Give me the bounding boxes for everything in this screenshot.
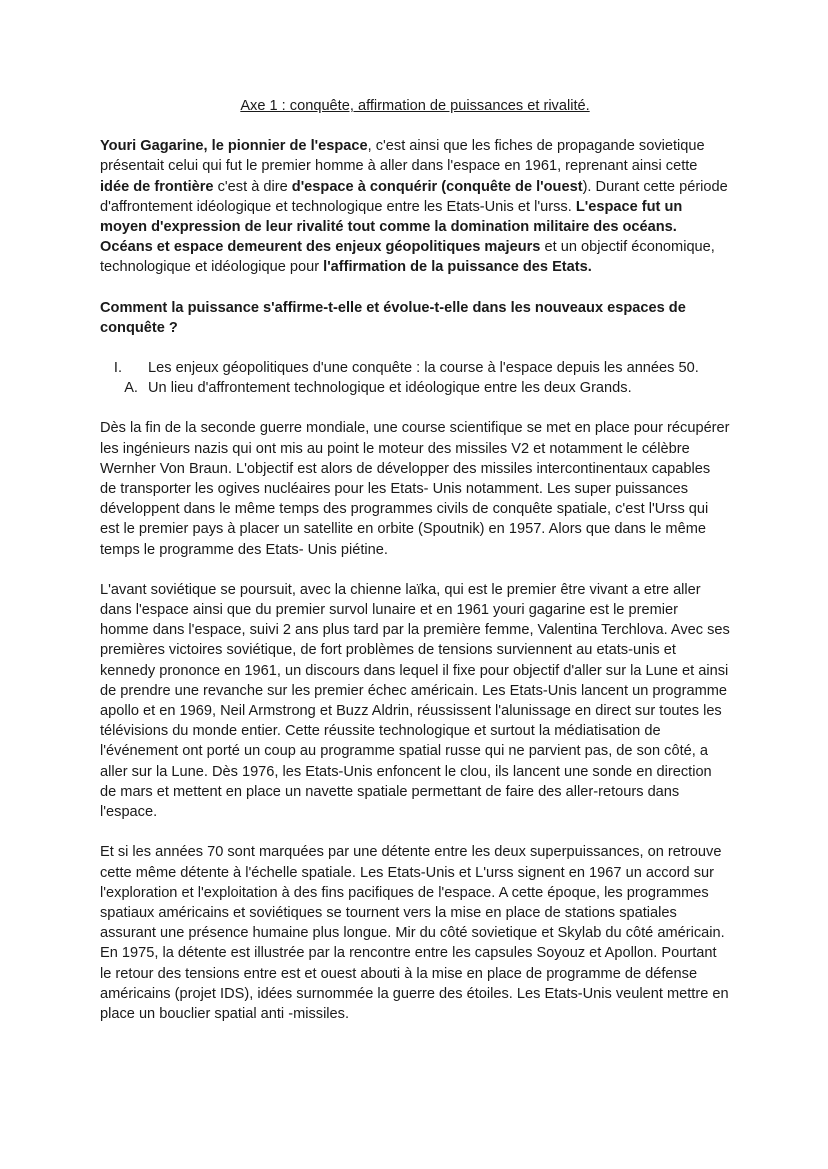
body-paragraph-2: L'avant soviétique se poursuit, avec la chienne laïka, qui est le premier être vivant a etre aller dans l'espace ainsi que du premier survol lunaire et en 1961 youri gagarine est le premier homme dans l'espace, suivi 2 ans plus tard par la première femme, Valentina Terchlova. Avec ses premières victoires soviétique, de fort problèmes de tensions surviennent au etats-unis et kennedy prononce en 1961, un discours dans lequel il fixe pour objectif d'aller sur la Lune et ainsi de prendre une revanche sur les premier échec américain. Les Etats-Unis lancent un programme apollo et en 1969, Neil Armstrong et Buzz Aldrin, réussissent l'alunissage en direct sur toutes les télévisions du monde entier. Cette réussite technologique et surtout la médiatisation de l'événement ont porté un coup au programme spatial russe qui ne parvient pas, de son côté, a aller sur la Lune. Dès 1976, les Etats-Unis enfoncent le clou, ils lancent une sonde en direction de mars et mettent en place un navette spatiale permettant de faire des aller-retours dans l'espace. <box>100 581 730 821</box>
outline-part-1 <box>100 358 730 378</box>
outline-part-a-letter: A. <box>124 380 138 397</box>
intro-bold-2: idée de frontière <box>100 178 214 195</box>
body-paragraph-3: Et si les années 70 sont marquées par une détente entre les deux superpuissances, on retrouve cette même détente à l'échelle spatiale. Les Etats-Unis et L'urss signent en 1967 un accord sur l'exploration et l'exploitation à des fins pacifiques de l'espace. A cette époque, les programmes spatiaux américains et soviétiques se tournent vers la mise en place de stations spatiales assurant une présence humaine plus longue. Mir du côté sovietique et Skylab du côté américain. En 1975, la détente est illustrée par la rencontre entre les capsules Soyouz et Apollon. Pourtant le retour des tensions entre est et ouest abouti à la mise en place de programme de défense américains (projet IDS), idées surnommée la guerre des étoiles. Les Etats-Unis veulent mettre en place un bouclier spatial anti -missiles. <box>100 844 729 1022</box>
intro-text-1: , c'est ainsi que les fiches de propagande sovietique présentait celui qui fut le premier homme à aller dans l'espace en 1961, reprenant ainsi cette <box>100 138 705 175</box>
intro-bold-1: Youri Gagarine, le pionnier de l'espace <box>100 138 368 155</box>
intro-bold-5: l'affirmation de la puissance des Etats. <box>323 259 592 276</box>
outline-part-1-text: Les enjeux géopolitiques d'une conquête : la course à l'espace depuis les années 50. <box>148 360 699 377</box>
intro-text-4: et un objectif économique, technologique et idéologique pour <box>100 239 715 276</box>
document-title: Axe 1 : conquête, affirmation de puissances et rivalité. <box>240 98 590 114</box>
outline-part-a <box>100 378 730 398</box>
body-paragraph-1: Dès la fin de la seconde guerre mondiale, une course scientifique se met en place pour récupérer les ingénieurs nazis qui ont mis au point le moteur des missiles V2 et notamment le célèbre Wernher Von Braun. L'objectif est alors de développer des missiles intercontinentaux capables de transporter les ogives nucléaires pour les Etats- Unis notamment. Les super puissances développent dans le même temps des programmes civils de conquête spatiale, c'est l'Urss qui est le premier pays à placer un satellite en orbite (Spoutnik) en 1957. Alors que dans le même temps le programme des Etats- Unis piétine. <box>100 420 730 558</box>
intro-bold-4: L'espace fut un moyen d'expression de leur rivalité tout comme la domination militaire des océans. Océans et espace demeurent des enjeux géopolitiques majeurs <box>100 198 683 256</box>
outline-part-1-number: I. <box>113 360 122 377</box>
document-page <box>100 96 730 1044</box>
intro-paragraph <box>100 136 730 277</box>
intro-text-3: ). Durant cette période d'affrontement idéologique et technologique entre les Etats-Unis et l'urss. <box>100 178 728 215</box>
intro-text-2: c'est à dire <box>213 178 292 195</box>
outline-part-a-text: Un lieu d'affrontement technologique et idéologique entre les deux Grands. <box>148 380 632 397</box>
outline-list <box>100 358 730 398</box>
problem-question: Comment la puissance s'affirme-t-elle et évolue-t-elle dans les nouveaux espaces de conquête ? <box>100 299 686 336</box>
intro-bold-3: d'espace à conquérir (conquête de l'ouest <box>291 178 583 195</box>
